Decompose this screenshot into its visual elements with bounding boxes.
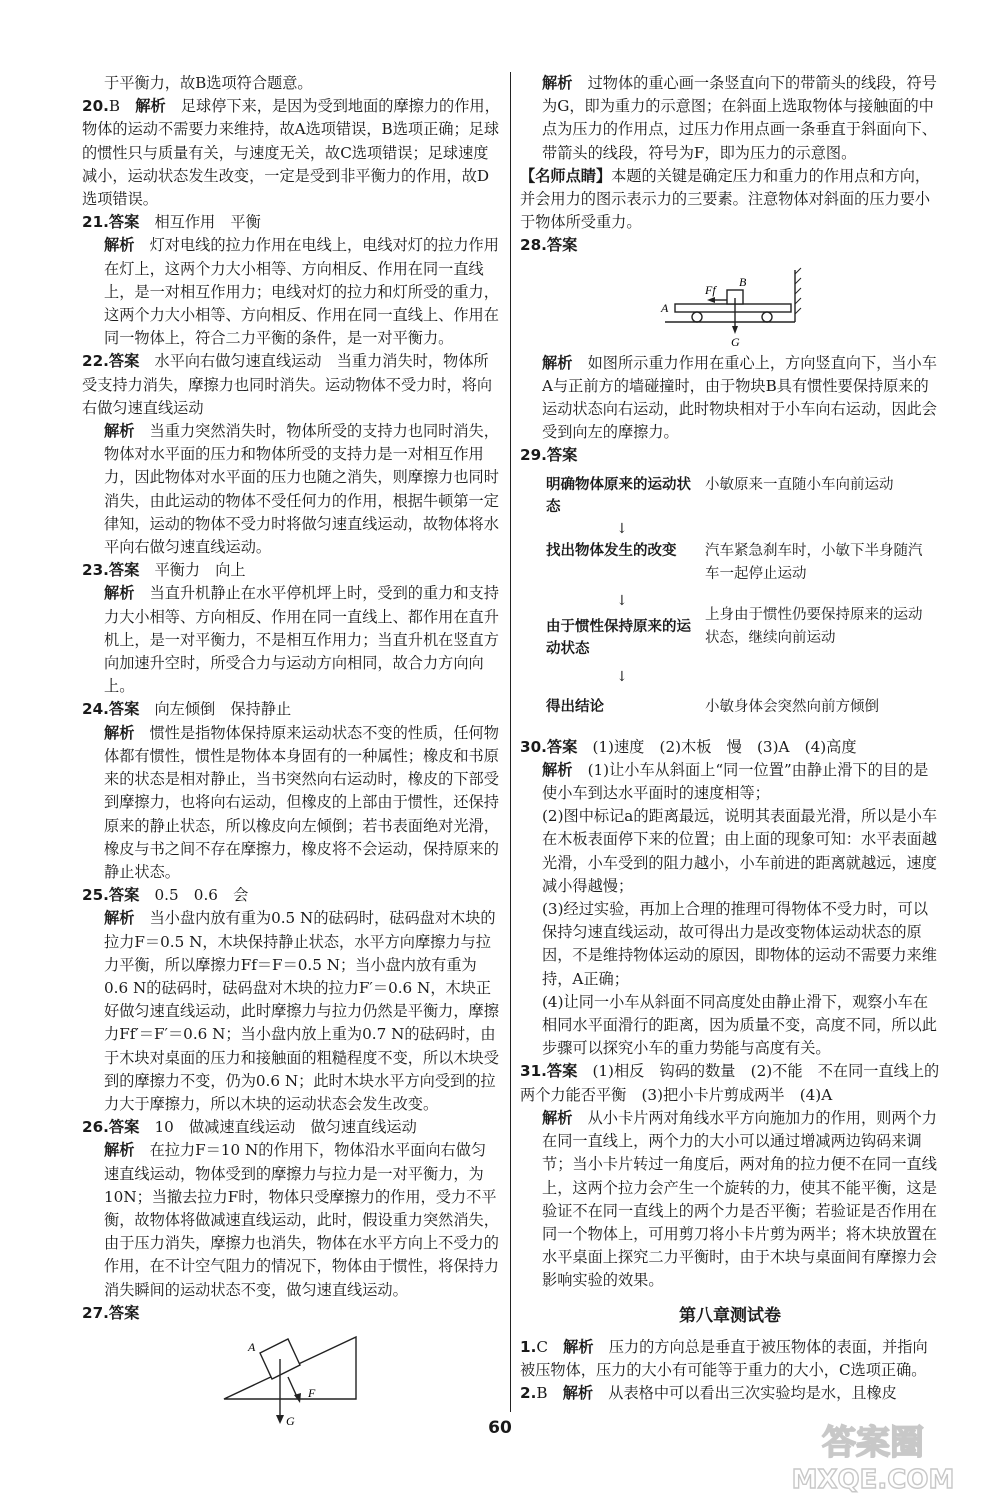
q28-text: 如图所示重力作用在重心上，方向竖直向下，当小车A与正前方的墙碰撞时，由于物块B具有惯性要保持原来的运动状态向右运动，此时物块相对于小车向右运动，因此会受到向左的摩擦力。	[542, 353, 937, 442]
wall-hatch	[795, 268, 801, 274]
label-b: B	[739, 274, 747, 289]
incline-force-diagram	[216, 1329, 366, 1427]
flow-step-1: 明确物体原来的运动状态	[546, 476, 691, 515]
q30-part-4: (4)让同一小车从斜面不同高度处由静止滑下，观察小车在相同水平面滑行的距离，因为质量不变，高度不同，所以此步骤可以探究小车的重力势能与高度有关。	[542, 992, 937, 1058]
flow-arrow-icon: ↓	[616, 520, 628, 537]
test-q1-text: 压力的方向总是垂直于被压物体的表面，并指向被压物体，压力的大小有可能等于重力的大小，C选项正确。	[520, 1337, 928, 1379]
watermark-line2: MXQE.COM	[791, 1465, 955, 1494]
q23-answer-label: 答案	[108, 561, 140, 580]
wheel	[762, 312, 772, 322]
test-q1-number: 1.	[520, 1337, 537, 1356]
q31-number: 31.	[520, 1062, 547, 1081]
page-number: 60	[488, 1418, 512, 1438]
flow-text-4: 小敏身体会突然向前方倾倒	[705, 698, 879, 715]
q23	[82, 559, 500, 698]
q22-answer: 水平向右做匀速直线运动 当重力消失时，物体所受支持力消失，摩擦力也同时消失。运动物体不受力时，将向右做匀速直线运动	[82, 352, 493, 417]
q22	[82, 350, 500, 559]
wheel	[692, 312, 702, 322]
q29-number: 29.	[520, 446, 547, 465]
q30-label: 解析	[542, 760, 573, 779]
q21-answer: 相互作用 平衡	[154, 213, 261, 232]
q26	[82, 1116, 500, 1302]
label-a: A	[661, 300, 669, 315]
tip-text: 本题的关键是确定压力和重力的作用点和方向，并会用力的图示表示力的三要素。注意物体对斜面的压力要小于物体所受重力。	[520, 166, 931, 232]
q27-text: 过物体的重心画一条竖直向下的带箭头的线段，符号为G，即为重力的示意图；在斜面上选取物体与接触面的中点为压力的作用点，过压力作用点画一条垂直于斜面向下、带箭头的线段，符号为F，即为压力的示意图。	[542, 74, 937, 162]
q26-answer-label: 答案	[108, 1118, 140, 1137]
pressure-arrowhead	[294, 1393, 301, 1403]
q26-text: 在拉力F＝10 N的作用下，物体沿水平面向右做匀速直线运动，物体受到的摩擦力与拉力是一对平衡力，为10N；当撤去拉力F时，物体只受摩擦力的作用，受力不平衡，故物体将做减速直线运动，此时，假设重力突然消失，由于压力消失，摩擦力也消失，物体在水平方向上不受力的作用，在不计空气阻力的情况下，物体由于惯性，将保持力消失瞬间的运动状态不变，做匀速直线运动。	[104, 1141, 499, 1299]
flow-text-1: 小敏原来一直随小车向前运动	[705, 476, 894, 493]
q30	[520, 736, 940, 1061]
flow-text-2: 汽车紧急刹车时，小敏下半身随汽车一起停止运动	[705, 542, 923, 582]
q31-answer: (1)相反 钩码的数量 (2)不能 不在同一直线上的两个力能否平衡 (3)把小卡片剪成两半 (4)A	[520, 1062, 940, 1104]
test-q1-answer: C	[536, 1337, 548, 1356]
q21-answer-label: 答案	[108, 213, 140, 232]
test-q2-answer: B	[536, 1384, 548, 1403]
q20	[82, 95, 500, 211]
q20-label: 解析	[135, 97, 166, 116]
wall-hatch	[795, 288, 801, 294]
q22-label: 解析	[104, 422, 135, 441]
cart-force-diagram	[645, 262, 815, 348]
q27-analysis	[520, 72, 940, 165]
q21-number: 21.	[82, 213, 109, 232]
q31	[520, 1060, 940, 1292]
q23-label: 解析	[104, 584, 135, 603]
q25-label: 解析	[104, 909, 135, 928]
q27-tip	[520, 165, 940, 235]
test-q2-number: 2.	[520, 1384, 537, 1403]
tip-label: 【名师点睛】	[520, 166, 612, 185]
q30-part-3: (3)经过实验，再加上合理的推理可得物体不受力时，可以保持匀速直线运动，故可得出力是改变物体运动状态的原因，不是维持物体运动的原因，即物体的运动不需要力来维持，A正确；	[542, 900, 937, 988]
test-q2-text: 从表格中可以看出三次实验均是水，且橡皮	[608, 1384, 897, 1403]
flow-arrow-icon: ↓	[616, 592, 628, 609]
q24-answer-label: 答案	[108, 700, 140, 719]
q25-answer: 0.5 0.6 会	[154, 886, 249, 905]
q28-label: 解析	[542, 353, 573, 372]
label-f: F	[308, 1385, 316, 1400]
q27	[82, 1302, 500, 1427]
wall-hatch	[795, 278, 801, 284]
q20-answer: B	[108, 97, 121, 116]
q23-number: 23.	[82, 561, 109, 580]
watermark-logo	[778, 1416, 968, 1494]
q27-number: 27.	[82, 1303, 109, 1322]
q23-text: 当直升机静止在水平停机坪上时，受到的重力和支持力大小相等、方向相反、作用在同一直线上、都作用在直升机上，是一对平衡力，不是相互作用力；当直升机在竖直方向加速升空时，所受合力与运动方向相同，故合力方向向上。	[104, 584, 499, 696]
cart-a	[675, 304, 791, 312]
left-column	[82, 72, 500, 1431]
q26-label: 解析	[104, 1141, 135, 1160]
test-q1-label: 解析	[563, 1337, 594, 1356]
chapter-title: 第八章测试卷	[679, 1305, 781, 1326]
flow-step-3: 由于惯性保持原来的运动状态	[546, 618, 691, 657]
q30-number: 30.	[520, 737, 547, 756]
q31-answer-label: 答案	[546, 1062, 578, 1081]
q28	[520, 234, 940, 444]
q31-label: 解析	[542, 1108, 573, 1127]
q31-text: 从小卡片两对角线水平方向施加力的作用，则两个力在同一直线上，两个力的大小可以通过增减两边钩码来调节；当小卡片转过一角度后，两对角的拉力便不在同一直线上，这两个拉力会产生一个旋转的力，使其不能平衡，这是验证不在同一直线上的两个力是否平衡；若验证是否作用在同一个物体上，可用剪刀将小卡片剪为两半；将木块放置在水平桌面上探究二力平衡时，由于木块与桌面间有摩擦力会影响实验的效果。	[542, 1108, 937, 1290]
q24-number: 24.	[82, 700, 109, 719]
label-ff: Ff	[705, 282, 716, 297]
right-column	[520, 72, 940, 1405]
inertia-flowchart	[520, 470, 940, 732]
q25-answer-label: 答案	[108, 886, 140, 905]
q30-answer: (1)速度 (2)木板 慢 (3)A (4)高度	[592, 737, 857, 756]
test-q2-label: 解析	[562, 1384, 594, 1403]
q22-number: 22.	[82, 352, 109, 371]
test-q2	[520, 1382, 940, 1405]
gravity-arrowhead	[732, 326, 738, 334]
q22-answer-label: 答案	[108, 352, 140, 371]
q25-number: 25.	[82, 886, 109, 905]
q24	[82, 698, 500, 884]
q20-number: 20.	[82, 97, 109, 116]
q30-part-1: (1)让小车从斜面上“同一位置”由静止滑下的目的是使小车到达水平面时的速度相等；	[542, 760, 929, 803]
watermark-line1: 答案圈	[822, 1423, 924, 1463]
q25	[82, 884, 500, 1116]
flow-text-3: 上身由于惯性仍要保持原来的运动状态，继续向前运动	[705, 606, 923, 646]
flow-step-2: 找出物体发生的改变	[546, 542, 677, 559]
q21	[82, 211, 500, 350]
test-q1	[520, 1336, 940, 1382]
q24-answer: 向左倾倒 保持静止	[154, 700, 292, 719]
q19-tail: 于平衡力，故B选项符合题意。	[104, 74, 313, 92]
q27-label: 解析	[542, 74, 573, 92]
q28-answer-label: 答案	[546, 236, 578, 255]
q30-answer-label: 答案	[546, 737, 578, 756]
q29-answer-label: 答案	[546, 446, 578, 465]
label-a: A	[248, 1339, 256, 1354]
label-g: G	[731, 334, 740, 348]
q20-text: 足球停下来，是因为受到地面的摩擦力的作用，物体的运动不需要力来维持，故A选项错误，B选项正确；足球的惯性只与质量有关，与速度无关，故C选项错误；足球速度减小，运动状态发生改变，一定是受到非平衡力的作用，故D选项错误。	[82, 97, 500, 209]
q23-answer: 平衡力 向上	[154, 561, 246, 580]
q29	[520, 444, 940, 731]
q21-text: 灯对电线的拉力作用在电线上，电线对灯的拉力作用在灯上，这两个力大小相等、方向相反、作用在同一直线上，是一对相互作用力；电线对灯的拉力和灯所受的重力，这两个力大小相等、方向相反、作用在同一直线上、作用在同一物体上，符合二力平衡的条件，是一对平衡力。	[104, 236, 499, 348]
flow-arrow-icon: ↓	[616, 668, 628, 685]
q26-number: 26.	[82, 1118, 109, 1137]
friction-arrowhead	[707, 297, 715, 303]
wall-hatch	[795, 298, 801, 304]
q28-number: 28.	[520, 236, 547, 255]
q22-text: 当重力突然消失时，物体所受的支持力也同时消失，物体对水平面的压力和物体所受的支持力是一对相互作用力，因此物体对水平面的压力也随之消失，则摩擦力也同时消失，由此运动的物体不受任何力的作用，根据牛顿第一定律知，运动的物体不受力时将做匀速直线运动，故物体将水平向右做匀速直线运动。	[104, 422, 499, 557]
q24-label: 解析	[104, 723, 135, 742]
q21-label: 解析	[104, 236, 135, 255]
q24-text: 惯性是指物体保持原来运动状态不变的性质，任何物体都有惯性，惯性是物体本身固有的一种属性；橡皮和书原来的状态是相对静止，当书突然向右运动时，橡皮的下部受到摩擦力，也将向右运动，但橡皮的上部由于惯性，还保持原来的静止状态，所以橡皮向左倾倒；若书表面绝对光滑，橡皮与书之间不存在摩擦力，橡皮将不会运动，保持原来的静止状态。	[104, 723, 499, 881]
q30-part-2: (2)图中标记a的距离最远，说明其表面最光滑，所以是小车在木板表面停下来的位置；由上面的现象可知：水平表面越光滑，小车受到的阻力越小，小车前进的距离就越远，速度减小得越慢；	[542, 807, 938, 895]
flow-step-4: 得出结论	[546, 698, 604, 715]
wall-hatch	[795, 308, 801, 314]
label-g: G	[286, 1413, 295, 1427]
q26-answer: 10 做减速直线运动 做匀速直线运动	[154, 1118, 417, 1137]
q27-answer-label: 答案	[108, 1303, 140, 1322]
q25-text: 当小盘内放有重为0.5 N的砝码时，砝码盘对木块的拉力F＝0.5 N，木块保持静止状态，水平方向摩擦力与拉力平衡，所以摩擦力Ff＝F＝0.5 N；当小盘内放有重为0.6 N的砝码时，砝码盘对木块的拉力F′＝0.6 N，木块正好做匀速直线运动，此时摩擦力与拉力仍然是平衡力，摩擦力Ff′＝F′＝0.6 N；当小盘内放上重为0.7 N的砝码时，由于木块对桌面的压力和接触面的粗糙程度不变，所以木块受到的摩擦力不变，仍为0.6 N；此时木块水平方向受到的拉力大于摩擦力，所以木块的运动状态会发生改变。	[104, 909, 499, 1113]
column-divider	[510, 72, 511, 1412]
